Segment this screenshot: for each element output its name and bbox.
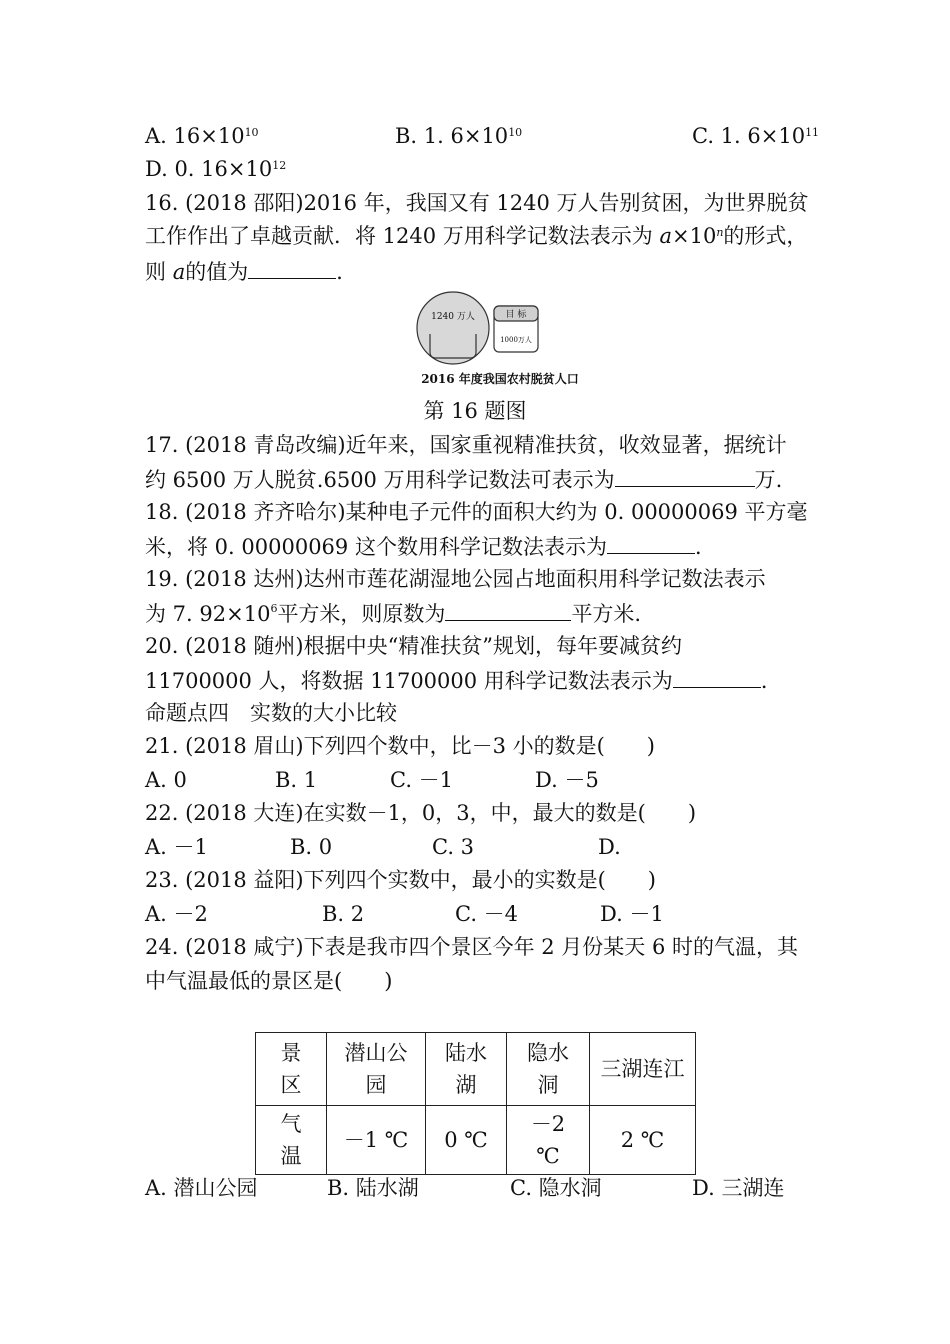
table-header-cell: 陆水湖 (426, 1033, 507, 1106)
q21-option-c[interactable]: C. －1 (390, 768, 454, 792)
q16-line1: 16. (2018 邵阳)2016 年，我国又有 1240 万人告别贫困，为世界脱贫 (145, 191, 809, 215)
table-cell: 气温 (256, 1106, 327, 1175)
table-cell: 2 ℃ (590, 1106, 696, 1175)
q16-line2: 工作作出了卓越贡献．将 1240 万用科学记数法表示为 $a\times 10^n$的形式， (145, 224, 808, 248)
q21-option-a[interactable]: A. 0 (145, 768, 187, 792)
q18-line2: 米，将 0. 00000069 这个数用科学记数法表示为 ． (145, 531, 716, 561)
section-title: 命题点四 实数的大小比较 (145, 701, 397, 725)
q24-option-c[interactable]: C. 隐水洞 (510, 1176, 602, 1200)
q22-option-b[interactable]: B. 0 (290, 835, 333, 859)
q20-answer-blank[interactable] (673, 665, 761, 688)
q16-answer-blank[interactable] (248, 256, 336, 279)
table-row (256, 1033, 696, 1106)
q21-stem: 21. (2018 眉山)下列四个数中，比－3 小的数是( ) (145, 734, 655, 758)
figure-caption: 第 16 题图 (423, 399, 527, 423)
temperature-table (255, 1032, 696, 1175)
q22-stem: 22. (2018 大连)在实数－1，0，3，中，最大的数是( ) (145, 801, 697, 825)
q24-line2: 中气温最低的景区是( ) (145, 969, 393, 993)
q15-option-c: C. 1. $6\times 10^{11}$ (692, 124, 820, 148)
figure-subtitle: 2016 年度我国农村脱贫人口 (421, 372, 579, 386)
q18-line1: 18. (2018 齐齐哈尔)某种电子元件的面积大约为 0. 00000069 平方毫 (145, 500, 808, 524)
figure-circle-label: 1240 万人 (431, 312, 475, 322)
q20-line1: 20. (2018 随州)根据中央“精准扶贫”规划，每年要减贫约 (145, 634, 683, 658)
q21-option-b[interactable]: B. 1 (275, 768, 318, 792)
table-header-cell: 隐水洞 (507, 1033, 590, 1106)
q19-line1: 19. (2018 达州)达州市莲花湖湿地公园占地面积用科学记数法表示 (145, 567, 766, 591)
table-cell: 0 ℃ (426, 1106, 507, 1175)
q24-line1: 24. (2018 咸宁)下表是我市四个景区今年 2 月份某天 6 时的气温，其 (145, 935, 798, 959)
q19-line2: 为 7. $92\times 10^6$平方米，则原数为 平方米. (145, 598, 641, 628)
q23-option-a[interactable]: A. －2 (145, 902, 208, 926)
q22-option-c[interactable]: C. 3 (432, 835, 475, 859)
q17-line2: 约 6500 万人脱贫.6500 万用科学记数法可表示为 万. (145, 464, 782, 494)
table-header-cell: 三湖连江 (590, 1033, 696, 1106)
figure-target-value: 1000万人 (500, 336, 532, 344)
q15-option-b: B. 1. $6\times 10^{10}$ (395, 124, 523, 148)
table-cell: －2 ℃ (507, 1106, 590, 1175)
table-cell: －1 ℃ (327, 1106, 426, 1175)
q16-line3: 则 a的值为 ． (145, 256, 357, 286)
q23-option-c[interactable]: C. －4 (455, 902, 519, 926)
figure-target-title: 目 标 (505, 310, 527, 320)
q24-option-d[interactable]: D. 三湖连 (692, 1176, 785, 1200)
q20-line2: 11700000 人，将数据 11700000 用科学记数法表示为 ． (145, 665, 782, 695)
q23-stem: 23. (2018 益阳)下列四个实数中，最小的实数是( ) (145, 868, 656, 892)
q21-option-d[interactable]: D. －5 (535, 768, 599, 792)
q15-option-a: A. $16\times 10^{10}$ (145, 124, 259, 148)
q19-answer-blank[interactable] (445, 598, 571, 621)
q17-line1: 17. (2018 青岛改编)近年来，国家重视精准扶贫，收效显著，据统计 (145, 433, 787, 457)
q22-option-d[interactable]: D. (598, 835, 621, 859)
q24-option-b[interactable]: B. 陆水湖 (327, 1176, 419, 1200)
q23-option-d[interactable]: D. －1 (600, 902, 664, 926)
table-row (256, 1106, 696, 1175)
table-header-cell: 景区 (256, 1033, 327, 1106)
table-header-cell: 潜山公园 (327, 1033, 426, 1106)
q23-option-b[interactable]: B. 2 (322, 902, 365, 926)
q22-option-a[interactable]: A. －1 (145, 835, 208, 859)
q17-answer-blank[interactable] (615, 464, 755, 487)
q24-option-a[interactable]: A. 潜山公园 (145, 1176, 258, 1200)
poverty-figure (410, 290, 590, 390)
q18-answer-blank[interactable] (607, 531, 695, 554)
q15-option-d: D. 0. $16\times 10^{12}$ (145, 157, 287, 181)
figure-circle (417, 292, 489, 364)
